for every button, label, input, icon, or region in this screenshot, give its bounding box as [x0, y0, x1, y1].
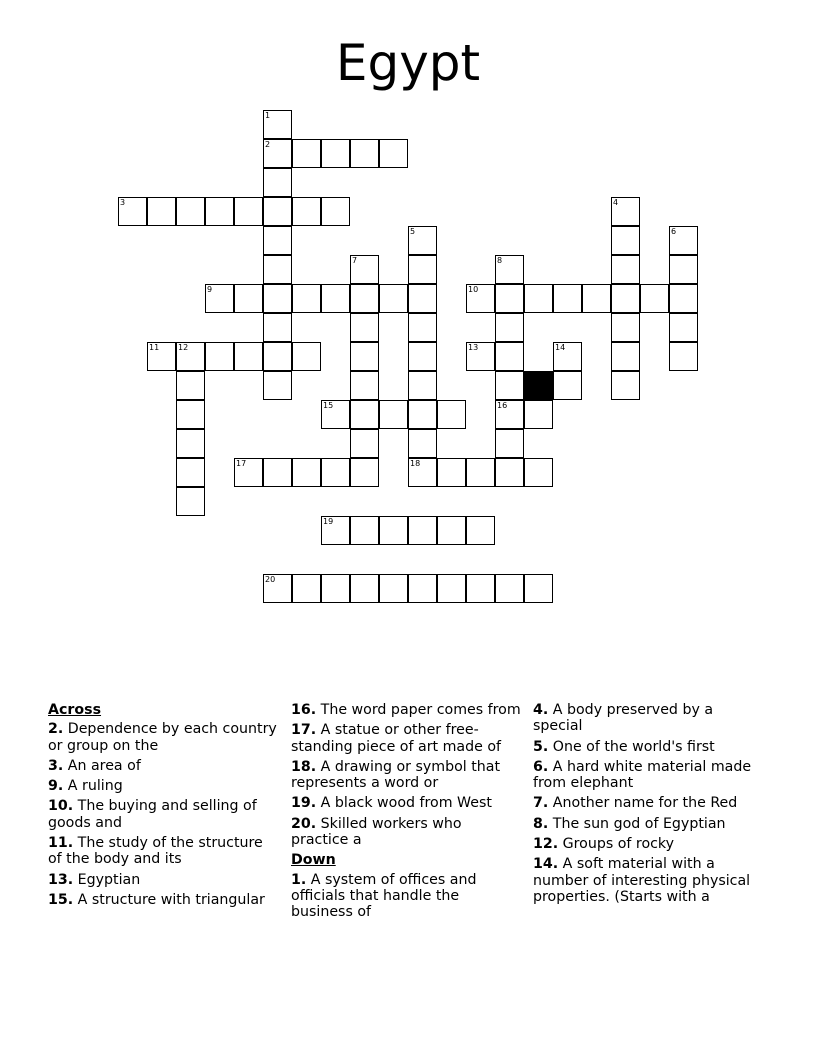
grid-cell[interactable]	[292, 458, 321, 487]
grid-cell[interactable]	[611, 226, 640, 255]
cell-number: 1	[265, 111, 271, 120]
cell-number: 6	[671, 227, 677, 236]
grid-cell[interactable]	[408, 255, 437, 284]
grid-cell[interactable]	[379, 284, 408, 313]
grid-cell[interactable]	[176, 400, 205, 429]
cell-number: 2	[265, 140, 271, 149]
clue-down-12: 12. Groups of rocky	[533, 836, 675, 853]
grid-cell[interactable]	[263, 371, 292, 400]
grid-cell[interactable]	[524, 574, 553, 603]
grid-cell[interactable]	[350, 429, 379, 458]
grid-cell[interactable]	[524, 458, 553, 487]
grid-cell[interactable]	[350, 313, 379, 342]
grid-cell[interactable]	[408, 313, 437, 342]
grid-cell[interactable]	[263, 226, 292, 255]
grid-cell[interactable]	[495, 458, 524, 487]
grid-cell[interactable]	[437, 574, 466, 603]
grid-cell[interactable]	[669, 342, 698, 371]
grid-cell[interactable]	[495, 342, 524, 371]
grid-cell[interactable]	[263, 197, 292, 226]
cell-number: 10	[468, 285, 479, 294]
grid-cell[interactable]	[553, 284, 582, 313]
grid-cell[interactable]	[466, 342, 495, 371]
grid-cell[interactable]	[466, 516, 495, 545]
grid-cell[interactable]	[495, 574, 524, 603]
grid-cell[interactable]	[611, 371, 640, 400]
grid-cell[interactable]	[379, 516, 408, 545]
grid-cell[interactable]	[176, 487, 205, 516]
cell-number: 15	[323, 401, 334, 410]
grid-cell[interactable]	[669, 313, 698, 342]
grid-cell[interactable]	[611, 342, 640, 371]
cell-number: 5	[410, 227, 416, 236]
grid-cell[interactable]	[495, 371, 524, 400]
clue-column-2	[291, 702, 521, 925]
grid-cell[interactable]	[350, 574, 379, 603]
clue-down-7: 7. Another name for the Red	[533, 795, 738, 812]
clue-across-19: 19. A black wood from West	[291, 795, 492, 812]
grid-cell[interactable]	[408, 458, 437, 487]
grid-cell[interactable]	[234, 342, 263, 371]
clue-across-20: 20. Skilled workers who practice a	[291, 815, 462, 849]
grid-cell[interactable]	[379, 574, 408, 603]
grid-cell[interactable]	[379, 139, 408, 168]
down-heading: Down	[291, 852, 336, 869]
clue-across-17: 17. A statue or other free-standing piece of art made of	[291, 722, 502, 755]
grid-cell[interactable]	[118, 197, 147, 226]
grid-cell[interactable]	[321, 516, 350, 545]
grid-cell[interactable]	[611, 284, 640, 313]
grid-cell[interactable]	[408, 226, 437, 255]
clue-down-8: 8. The sun god of Egyptian	[533, 815, 726, 832]
grid-cell[interactable]	[553, 342, 582, 371]
grid-cell[interactable]	[234, 197, 263, 226]
cell-number: 8	[497, 256, 503, 265]
cell-number: 16	[497, 401, 508, 410]
grid-cell[interactable]	[176, 342, 205, 371]
grid-cell[interactable]	[176, 371, 205, 400]
grid-cell[interactable]	[263, 342, 292, 371]
grid-cell[interactable]	[321, 139, 350, 168]
grid-cell[interactable]	[350, 458, 379, 487]
grid-cell[interactable]	[263, 139, 292, 168]
grid-cell[interactable]	[205, 342, 234, 371]
grid-cell[interactable]	[263, 284, 292, 313]
clue-down-14: 14. A soft material with a number of interesting physical properties. (Starts with a	[533, 856, 751, 905]
grid-cell[interactable]	[263, 458, 292, 487]
grid-cell[interactable]	[408, 371, 437, 400]
grid-cell[interactable]	[205, 197, 234, 226]
grid-cell[interactable]	[350, 139, 379, 168]
page-title: Egypt	[335, 34, 481, 92]
cell-number: 18	[410, 459, 421, 468]
cell-number: 4	[613, 198, 619, 207]
grid-cell[interactable]	[408, 342, 437, 371]
cell-number: 17	[236, 459, 247, 468]
grid-cell[interactable]	[263, 574, 292, 603]
shaded-cell	[524, 371, 553, 400]
grid-cell[interactable]	[321, 574, 350, 603]
cell-number: 13	[468, 343, 479, 352]
clue-across-3: 3. An area of	[48, 757, 141, 774]
grid-cell[interactable]	[524, 400, 553, 429]
clue-across-9: 9. A ruling	[48, 778, 123, 795]
grid-cell[interactable]	[234, 284, 263, 313]
grid-cell[interactable]	[466, 458, 495, 487]
grid-cell[interactable]	[582, 284, 611, 313]
grid-cell[interactable]	[350, 516, 379, 545]
grid-cell[interactable]	[176, 429, 205, 458]
grid-cell[interactable]	[176, 458, 205, 487]
grid-cell[interactable]	[640, 284, 669, 313]
grid-cell[interactable]	[408, 284, 437, 313]
grid-cell[interactable]	[292, 139, 321, 168]
grid-cell[interactable]	[466, 284, 495, 313]
clue-across-16: 16. The word paper comes from	[291, 702, 521, 718]
grid-cell[interactable]	[408, 429, 437, 458]
grid-cell[interactable]	[611, 255, 640, 284]
clue-down-1: 1. A system of offices and officials that handle the business of	[291, 871, 477, 921]
grid-cell[interactable]	[495, 255, 524, 284]
grid-cell[interactable]	[321, 400, 350, 429]
grid-cell[interactable]	[234, 458, 263, 487]
grid-cell[interactable]	[466, 574, 495, 603]
grid-cell[interactable]	[495, 400, 524, 429]
grid-cell[interactable]	[147, 197, 176, 226]
grid-cell[interactable]	[408, 516, 437, 545]
grid-cell[interactable]	[669, 255, 698, 284]
clue-across-13: 13. Egyptian	[48, 871, 141, 888]
grid-cell[interactable]	[379, 400, 408, 429]
grid-cell[interactable]	[350, 342, 379, 371]
across-heading: Across	[48, 702, 102, 718]
grid-cell[interactable]	[611, 313, 640, 342]
grid-cell[interactable]	[321, 284, 350, 313]
cell-number: 11	[149, 343, 160, 352]
grid-cell[interactable]	[176, 197, 205, 226]
grid-cell[interactable]	[611, 197, 640, 226]
cell-number: 3	[120, 198, 126, 207]
grid-cell[interactable]	[437, 458, 466, 487]
grid-cell[interactable]	[205, 284, 234, 313]
grid-cell[interactable]	[350, 284, 379, 313]
grid-cell[interactable]	[669, 226, 698, 255]
clue-across-10: 10. The buying and selling of goods and	[48, 798, 257, 831]
grid-cell[interactable]	[495, 284, 524, 313]
clue-down-6: 6. A hard white material made from elephant	[533, 758, 752, 792]
clue-down-4: 4. A body preserved by a special	[533, 702, 714, 735]
cell-number: 19	[323, 517, 334, 526]
grid-cell[interactable]	[263, 255, 292, 284]
clue-across-2: 2. Dependence by each country or group on the	[48, 721, 277, 754]
grid-cell[interactable]	[669, 284, 698, 313]
clue-across-15: 15. A structure with triangular	[48, 891, 265, 908]
grid-cell[interactable]	[147, 342, 176, 371]
grid-cell[interactable]	[292, 284, 321, 313]
grid-cell[interactable]	[292, 197, 321, 226]
grid-cell[interactable]	[495, 313, 524, 342]
grid-cell[interactable]	[495, 429, 524, 458]
cell-number: 14	[555, 343, 566, 352]
grid-cell[interactable]	[408, 400, 437, 429]
grid-cell[interactable]	[292, 574, 321, 603]
grid-cell[interactable]	[553, 371, 582, 400]
clue-column-3	[533, 702, 763, 909]
grid-cell[interactable]	[350, 255, 379, 284]
grid-cell[interactable]	[263, 110, 292, 139]
clue-down-5: 5. One of the world's first	[533, 738, 715, 755]
grid-cell[interactable]	[437, 400, 466, 429]
grid-cell[interactable]	[350, 371, 379, 400]
cell-number: 20	[265, 575, 276, 584]
cell-number: 9	[207, 285, 213, 294]
grid-cell[interactable]	[408, 574, 437, 603]
clue-across-18: 18. A drawing or symbol that represents a word or	[291, 758, 501, 792]
grid-cell[interactable]	[263, 168, 292, 197]
grid-cell[interactable]	[350, 400, 379, 429]
clue-across-11: 11. The study of the structure of the body and its	[48, 835, 263, 868]
grid-cell[interactable]	[263, 313, 292, 342]
cell-number: 12	[178, 343, 189, 352]
grid-cell[interactable]	[292, 342, 321, 371]
grid-cell[interactable]	[321, 458, 350, 487]
grid-cell[interactable]	[524, 284, 553, 313]
grid-cell[interactable]	[437, 516, 466, 545]
grid-cell[interactable]	[321, 197, 350, 226]
cell-number: 7	[352, 256, 358, 265]
clue-column-1	[48, 702, 278, 912]
